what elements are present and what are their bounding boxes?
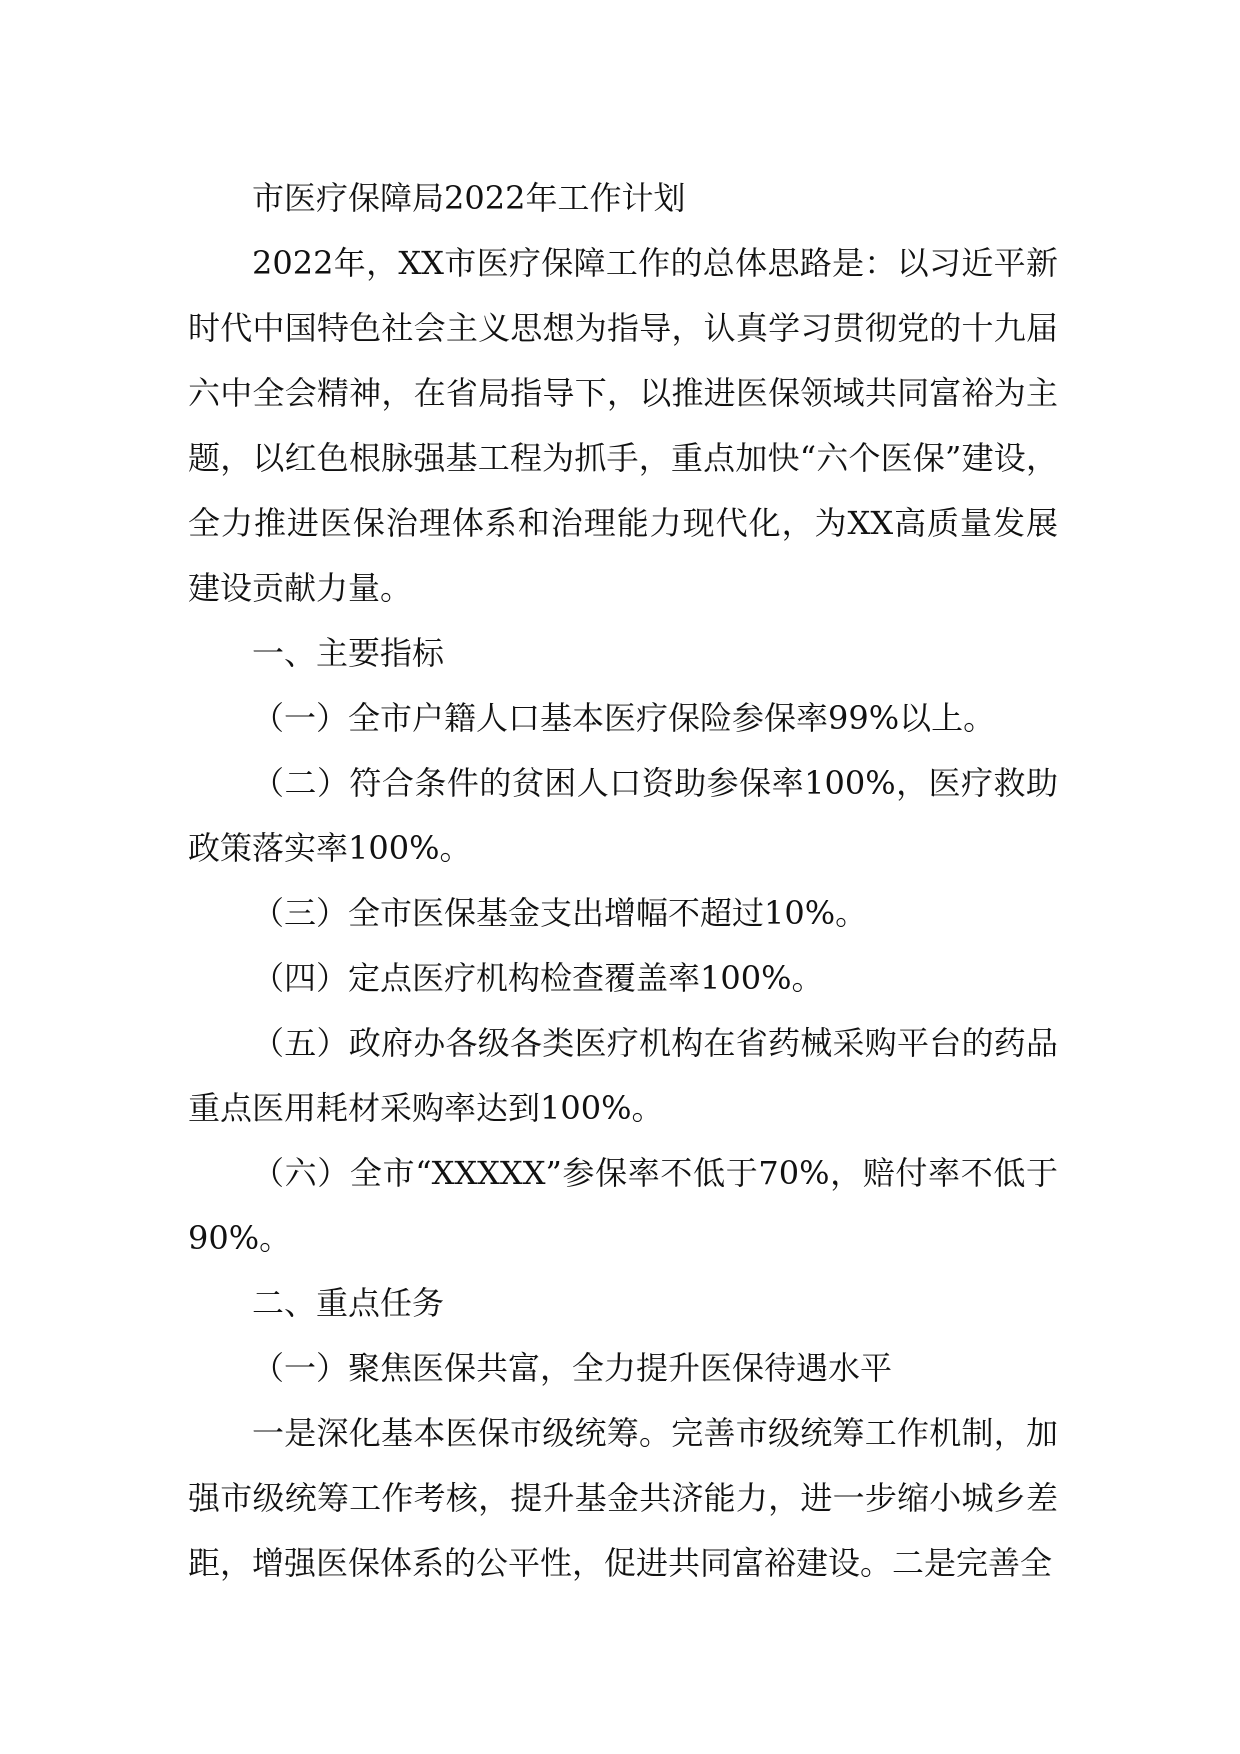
section-heading-main-indicators: 一、主要指标 xyxy=(252,634,445,672)
indicator-item-5: （五）政府办各级各类医疗机构在省药械采购平台的药品重点医用耗材采购率达到100%。 xyxy=(188,1024,1058,1127)
indicator-item-2: （二）符合条件的贫困人口资助参保率100%，医疗救助政策落实率100%。 xyxy=(188,764,1058,867)
indicator-item-3: （三）全市医保基金支出增幅不超过10%。 xyxy=(252,894,868,932)
indicator-item-6: （六）全市“XXXXX”参保率不低于70%，赔付率不低于90%。 xyxy=(188,1154,1058,1257)
task-paragraph-1: 一是深化基本医保市级统筹。完善市级统筹工作机制，加强市级统筹工作考核，提升基金共济能力，进一步缩小城乡差距，增强医保体系的公平性，促进共同富裕建设。二是完善全 xyxy=(188,1414,1058,1582)
document-body xyxy=(188,166,1058,1596)
section-heading-key-tasks: 二、重点任务 xyxy=(252,1284,445,1322)
paragraph-overview: 2022年，XX市医疗保障工作的总体思路是：以习近平新时代中国特色社会主义思想为指导，认真学习贯彻党的十九届六中全会精神，在省局指导下，以推进医保领域共同富裕为主题，以红色根脉强基工程为抓手，重点加快“六个医保”建设，全力推进医保治理体系和治理能力现代化，为XX高质量发展建设贡献力量。 xyxy=(188,244,1058,607)
indicator-item-1: （一）全市户籍人口基本医疗保险参保率99%以上。 xyxy=(252,699,996,737)
document-title: 市医疗保障局2022年工作计划 xyxy=(252,179,686,217)
task-subheading-1: （一）聚焦医保共富，全力提升医保待遇水平 xyxy=(252,1349,893,1387)
indicator-item-4: （四）定点医疗机构检查覆盖率100%。 xyxy=(252,959,824,997)
